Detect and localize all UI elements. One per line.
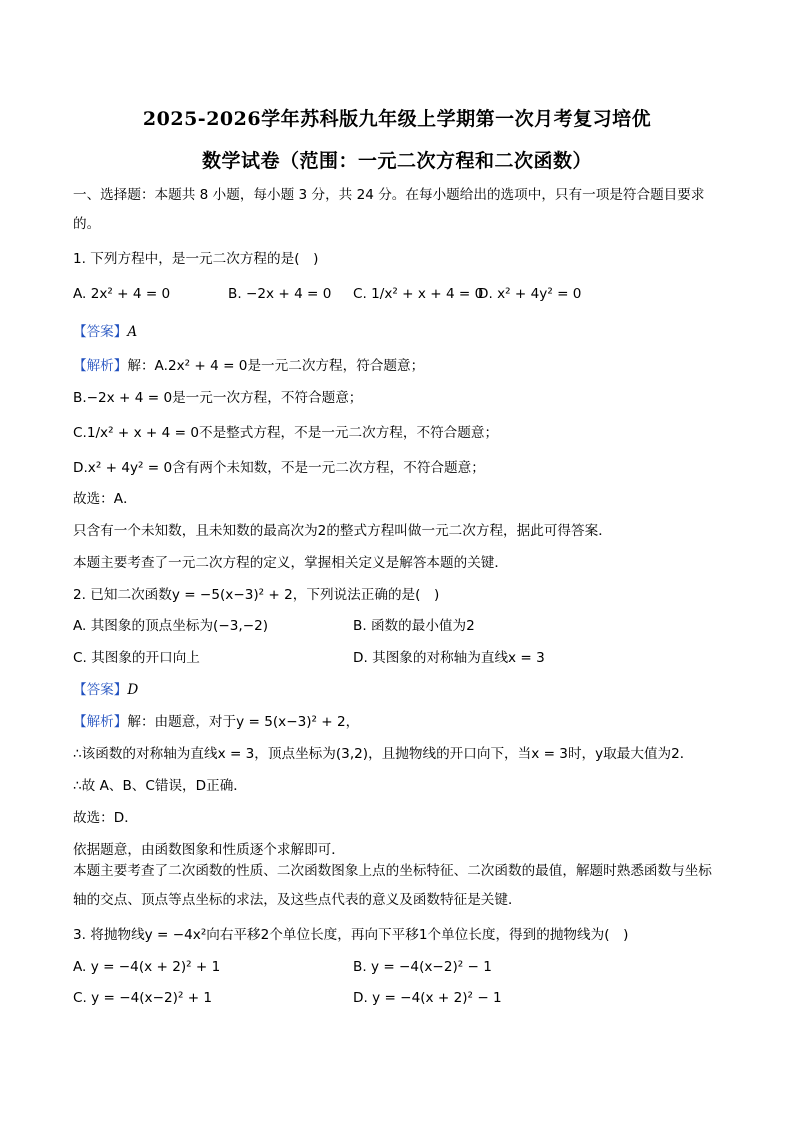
q1-stem: 1. 下列方程中，是一元二次方程的是( ): [73, 251, 319, 267]
q2-option-b: B. 函数的最小值为2: [353, 618, 475, 634]
q1-option-b: B. −2x + 4 = 0: [228, 286, 332, 302]
q2-analysis-line: ∴该函数的对称轴为直线x = 3，顶点坐标为(3,2)，且抛物线的开口向下，当x = 3时，y取最大值为2．: [73, 746, 694, 762]
document-title: 2025-2026学年苏科版九年级上学期第一次月考复习培优: [142, 108, 652, 130]
q2-analysis-line: 故选：D．: [73, 810, 138, 826]
document-subtitle: 数学试卷（范围：一元二次方程和二次函数）: [201, 150, 592, 172]
q1-analysis-line: 故选：A．: [73, 491, 137, 507]
q3-option-b: B. y = −4(x−2)² − 1: [353, 959, 492, 975]
q1-analysis-line: C.1/x² + x + 4 = 0不是整式方程，不是一元二次方程，不符合题意；: [73, 425, 499, 441]
section-intro: 一、选择题：本题共 8 小题，每小题 3 分，共 24 分。在每小题给出的选项中，只有一项是符合题目要求的。: [73, 187, 705, 232]
q1-analysis-line: B.−2x + 4 = 0是一元一次方程，不符合题意；: [73, 390, 363, 406]
q3-stem: 3. 将抛物线y = −4x²向右平移2个单位长度，再向下平移1个单位长度，得到的抛物线为( ): [73, 927, 629, 943]
q2-analysis-line: 【解析】解：由题意，对于y = 5(x−3)² + 2，: [73, 714, 360, 730]
answer-value: D: [127, 682, 139, 698]
q2-answer: [73, 680, 138, 700]
q2-stem: 2. 已知二次函数y = −5(x−3)² + 2，下列说法正确的是( ): [73, 587, 440, 603]
answer-value: A: [127, 324, 138, 340]
q2-analysis-line: ∴故 A、B、C错误，D正确．: [73, 778, 247, 794]
q1-analysis-line: D.x² + 4y² = 0含有两个未知数，不是一元二次方程，不符合题意；: [73, 460, 485, 476]
q3-option-a: A. y = −4(x + 2)² + 1: [73, 959, 221, 975]
q2-analysis-line: 依据题意，由函数图象和性质逐个求解即可．: [73, 842, 345, 858]
q1-option-c: C. 1/x² + x + 4 = 0: [353, 286, 484, 302]
answer-label: 【答案】: [73, 682, 128, 698]
answer-label: 【答案】: [73, 324, 128, 340]
q2-option-c: C. 其图象的开口向上: [73, 650, 200, 666]
q1-option-a: A. 2x² + 4 = 0: [73, 286, 171, 302]
q1-answer: [73, 322, 137, 342]
q1-analysis-line: 【解析】解：A.2x² + 4 = 0是一元二次方程，符合题意；: [73, 358, 425, 374]
q2-analysis-line: 本题主要考查了二次函数的性质、二次函数图象上点的坐标特征、二次函数的最值，解题时熟悉函数与坐标轴的交点、顶点等点坐标的求法，及这些点代表的意义及函数特征是关键．: [73, 863, 712, 908]
analysis-label: 【解析】: [73, 358, 128, 374]
q2-option-a: A. 其图象的顶点坐标为(−3,−2): [73, 618, 269, 634]
q2-option-d: D. 其图象的对称轴为直线x = 3: [353, 650, 545, 666]
analysis-label: 【解析】: [73, 714, 128, 730]
q1-option-d: D. x² + 4y² = 0: [478, 286, 582, 302]
q3-option-d: D. y = −4(x + 2)² − 1: [353, 990, 502, 1006]
q1-analysis-line: 本题主要考查了一元二次方程的定义，掌握相关定义是解答本题的关键．: [73, 555, 508, 571]
q3-option-c: C. y = −4(x−2)² + 1: [73, 990, 213, 1006]
q1-analysis-line: 只含有一个未知数，且未知数的最高次为2的整式方程叫做一元二次方程，据此可得答案．: [73, 523, 612, 539]
